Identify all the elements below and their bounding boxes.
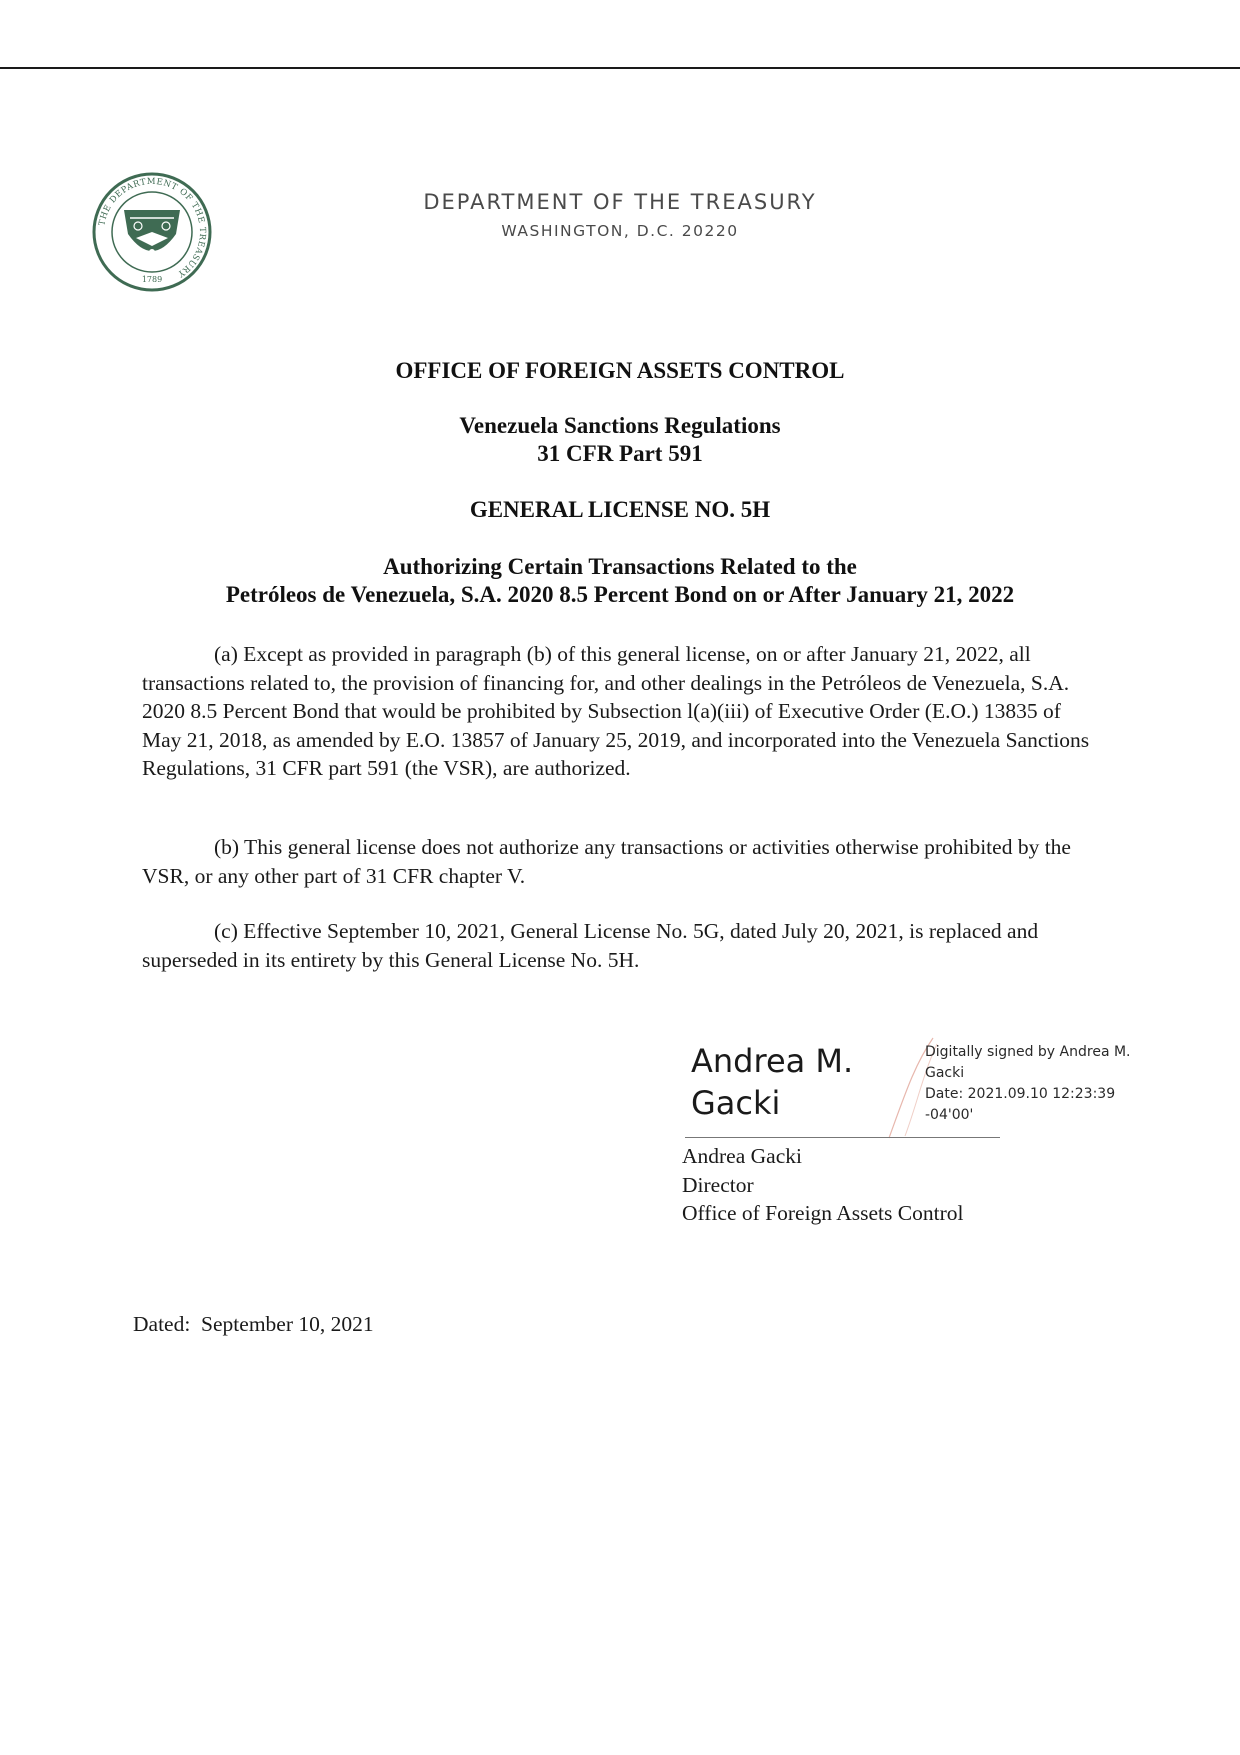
paragraph-b-text: (b) This general license does not authorize any transactions or activities otherwise prohibited by the VSR, or any other part of 31 CFR chapter V.: [142, 835, 1071, 888]
paragraph-b: [142, 833, 1102, 890]
svg-text:THE DEPARTMENT OF THE TREASURY: THE DEPARTMENT OF THE TREASURY: [97, 176, 208, 279]
paragraph-a-text: (a) Except as provided in paragraph (b) of this general license, on or after January 21, 2022, all transactions related to, the provision of financing for, and other dealings in the Petróleos de Venezuela, S.A. 2020 8.5 Percent Bond that would be prohibited by Subsection l(a)(iii) of Executive Order (E.O.) 13835 of May 21, 2018, as amended by E.O. 13857 of January 25, 2019, and incorporated into the Venezuela Sanctions Regulations, 31 CFR part 591 (the VSR), are authorized.: [142, 642, 1090, 780]
signature-name-line-1: Andrea M.: [691, 1042, 854, 1080]
dated-line: Dated: September 10, 2021: [133, 1312, 374, 1336]
paragraph-a: [142, 640, 1102, 783]
digital-line-2: Gacki: [925, 1065, 965, 1081]
digital-signature-details: [925, 1042, 1165, 1126]
regulation-name: Venezuela Sanctions Regulations: [459, 413, 781, 438]
signature-name: [691, 1040, 901, 1124]
signature-line: [685, 1137, 1000, 1138]
license-subject: [0, 553, 1240, 609]
digital-line-1: Digitally signed by Andrea M.: [925, 1044, 1131, 1060]
signer-office: Office of Foreign Assets Control: [682, 1201, 964, 1225]
department-name: DEPARTMENT OF THE TREASURY: [423, 190, 817, 214]
treasury-seal-icon: [92, 172, 212, 292]
paragraph-c: [142, 917, 1102, 974]
digital-line-4: -04'00': [925, 1107, 974, 1123]
letterhead: [360, 190, 880, 240]
signer-title: Director: [682, 1172, 754, 1197]
subject-line-2: Petróleos de Venezuela, S.A. 2020 8.5 Percent Bond on or After January 21, 2022: [225, 582, 1015, 607]
paragraph-c-text: (c) Effective September 10, 2021, General License No. 5G, dated July 20, 2021, is replaced and superseded in its entirety by this General License No. 5H.: [142, 919, 1039, 972]
office-heading: OFFICE OF FOREIGN ASSETS CONTROL: [395, 358, 845, 383]
signer-name: Andrea Gacki: [682, 1144, 802, 1168]
seal-year: 1789: [141, 275, 163, 284]
license-number: GENERAL LICENSE NO. 5H: [469, 497, 771, 522]
digital-signature: [685, 1040, 1165, 1140]
signer-block: [682, 1142, 963, 1228]
department-address: WASHINGTON, D.C. 20220: [501, 222, 739, 240]
regulation-heading: [0, 412, 1240, 468]
top-rule: [0, 67, 1240, 69]
signature-name-line-2: Gacki: [691, 1084, 781, 1122]
subject-line-1: Authorizing Certain Transactions Related to the: [383, 554, 857, 579]
regulation-cite: 31 CFR Part 591: [537, 441, 703, 466]
digital-line-3: Date: 2021.09.10 12:23:39: [925, 1086, 1116, 1102]
